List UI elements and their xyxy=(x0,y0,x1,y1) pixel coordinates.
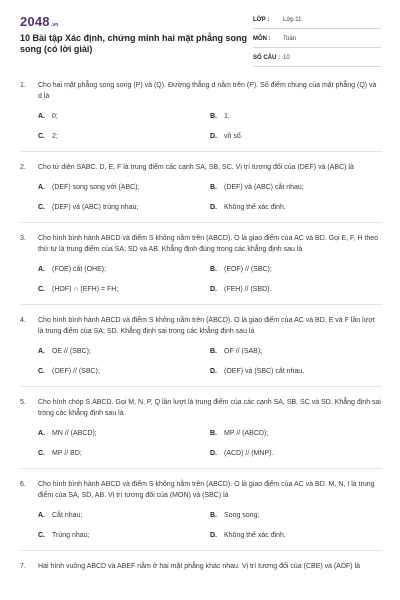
question-6 xyxy=(20,479,382,541)
option-c[interactable] xyxy=(38,202,210,213)
option-text: (OEF) // (SBC); xyxy=(52,368,100,375)
divider xyxy=(20,304,382,305)
divider xyxy=(20,222,382,223)
option-letter: C. xyxy=(38,133,45,140)
option-letter: C. xyxy=(38,204,45,211)
option-b[interactable] xyxy=(210,428,382,439)
option-letter: C. xyxy=(38,532,45,539)
option-c[interactable] xyxy=(38,131,210,142)
option-text: Cắt nhau; xyxy=(52,512,83,519)
option-d[interactable] xyxy=(210,131,382,142)
option-letter: D. xyxy=(210,450,217,457)
option-b[interactable] xyxy=(210,346,382,357)
option-d[interactable] xyxy=(210,284,382,295)
option-text: OF // (SAB); xyxy=(224,348,263,355)
question-2 xyxy=(20,162,382,213)
option-text: (DEF) và (ABC) cắt nhau; xyxy=(224,184,304,191)
question-text: Cho hai mặt phẳng song song (P) và (Q). Đường thẳng d nằm trên (P). Số điểm chung của mặt phẳng (Q) và d là xyxy=(38,82,377,100)
question-number: 6. xyxy=(20,481,26,488)
option-letter: B. xyxy=(210,512,217,519)
option-text: Song song; xyxy=(224,512,260,519)
question-text: Cho hình bình hành ABCD và điểm S không nằm trên (ABCD). O là giao điểm của AC và BD. M, N, I là trung điểm của SA, SD, AB. Vị trí tương đối của (MON) và (SBC) là xyxy=(38,481,375,499)
question-1 xyxy=(20,80,382,142)
option-text: 0; xyxy=(52,113,58,120)
question-number: 7. xyxy=(20,563,26,570)
option-d[interactable] xyxy=(210,202,382,213)
option-text: MP // BD; xyxy=(52,450,82,457)
question-number: 2. xyxy=(20,164,26,171)
option-letter: D. xyxy=(210,286,217,293)
question-number: 3. xyxy=(20,235,26,242)
question-text: Cho tứ diện SABC. D, E, F là trung điểm các cạnh SA, SB, SC. Vị trí tương đối của (DEF) và (ABC) là xyxy=(38,164,354,171)
meta-value: Lớp 11 xyxy=(283,17,302,23)
option-c[interactable] xyxy=(38,448,210,459)
option-b[interactable] xyxy=(210,264,382,275)
option-text: (OEF) và (SBC) cắt nhau. xyxy=(224,368,305,375)
option-text: Không thể xác định. xyxy=(224,532,286,539)
option-letter: D. xyxy=(210,204,217,211)
option-a[interactable] xyxy=(38,346,210,357)
logo-main: 2048 xyxy=(20,14,50,29)
question-text: Cho hình bình hành ABCD và điểm S không nằm trên (ABCD). O là giao điểm của AC và BD. Gọi E, F, H theo thứ tự là trung điểm của SA; SD và AB. Khẳng định đúng trong các khẳng định sau là xyxy=(38,235,379,253)
site-logo[interactable] xyxy=(20,14,59,29)
question-text: Hai hình vuông ABCD và ABEF nằm ở hai mặt phẳng khác nhau. Vị trí tương đối của (CBE) và (ADF) là xyxy=(38,563,361,570)
meta-value: Toán xyxy=(283,36,297,42)
option-letter: A. xyxy=(38,348,45,355)
question-number: 5. xyxy=(20,399,26,406)
option-a[interactable] xyxy=(38,264,210,275)
meta-row-subject xyxy=(253,34,381,48)
meta-table xyxy=(253,15,381,72)
option-letter: C. xyxy=(38,368,45,375)
option-text: (FEH) // (SBD). xyxy=(224,286,272,293)
question-number: 4. xyxy=(20,317,26,324)
option-text: (DEF) và (ABC) trùng nhau; xyxy=(52,204,139,211)
option-text: (DEF) song song với (ABC); xyxy=(52,184,140,191)
option-letter: B. xyxy=(210,266,217,273)
option-text: (EOF) // (SBC); xyxy=(224,266,272,273)
divider xyxy=(20,468,382,469)
document-title: 10 Bài tập Xác định, chứng minh hai mặt phẳng song song (có lời giải) xyxy=(20,33,248,54)
meta-row-count xyxy=(253,53,381,67)
meta-label: LỚP : xyxy=(253,17,270,23)
meta-label: MÔN : xyxy=(253,36,271,42)
option-d[interactable] xyxy=(210,448,382,459)
option-letter: A. xyxy=(38,266,45,273)
option-text: Không thể xác định. xyxy=(224,204,286,211)
option-text: OE // (SBC); xyxy=(52,348,91,355)
option-letter: B. xyxy=(210,430,217,437)
option-text: (HOF) ∩ (EFH) = FH; xyxy=(52,286,119,293)
option-c[interactable] xyxy=(38,284,210,295)
option-letter: B. xyxy=(210,113,217,120)
question-text: Cho hình bình hành ABCD và điểm S không nằm trên (ABCD). O là giao điểm của AC và BD. E và F lần lượt là trung điểm của SA; SD. Khẳng định sai trong các khẳng định sau là xyxy=(38,317,375,335)
logo-sub: .vn xyxy=(50,22,59,28)
option-a[interactable] xyxy=(38,510,210,521)
divider xyxy=(20,550,382,551)
question-list xyxy=(20,80,382,572)
option-c[interactable] xyxy=(38,530,210,541)
option-c[interactable] xyxy=(38,366,210,377)
option-letter: A. xyxy=(38,512,45,519)
option-text: MN // (ABCD); xyxy=(52,430,97,437)
option-letter: B. xyxy=(210,184,217,191)
question-4 xyxy=(20,315,382,377)
option-text: vô số. xyxy=(224,133,243,140)
option-text: Trùng nhau; xyxy=(52,532,90,539)
option-text: 2; xyxy=(52,133,58,140)
option-a[interactable] xyxy=(38,111,210,122)
option-b[interactable] xyxy=(210,111,382,122)
meta-value: 10 xyxy=(283,55,290,61)
divider xyxy=(20,386,382,387)
option-letter: C. xyxy=(38,450,45,457)
option-a[interactable] xyxy=(38,182,210,193)
option-letter: D. xyxy=(210,532,217,539)
option-letter: A. xyxy=(38,430,45,437)
option-text: 1; xyxy=(224,113,230,120)
meta-label: SỐ CÂU : xyxy=(253,55,280,61)
option-a[interactable] xyxy=(38,428,210,439)
option-letter: A. xyxy=(38,113,45,120)
option-letter: D. xyxy=(210,368,217,375)
option-d[interactable] xyxy=(210,366,382,377)
divider xyxy=(20,151,382,152)
question-3 xyxy=(20,233,382,295)
option-letter: D. xyxy=(210,133,217,140)
option-text: (FOE) cắt (OHE); xyxy=(52,266,107,273)
question-5 xyxy=(20,397,382,459)
option-text: MP // (ABCD); xyxy=(224,430,269,437)
meta-row-class xyxy=(253,15,381,29)
question-number: 1. xyxy=(20,82,26,89)
question-text: Cho hình chóp S.ABCD. Gọi M, N, P, Q lần lượt là trung điểm của các cạnh SA, SB, SC và SD. Khẳng định sai trong các khẳng định sau là xyxy=(38,399,381,417)
option-b[interactable] xyxy=(210,510,382,521)
option-letter: A. xyxy=(38,184,45,191)
option-letter: B. xyxy=(210,348,217,355)
option-letter: C. xyxy=(38,286,45,293)
question-7 xyxy=(20,561,382,572)
option-b[interactable] xyxy=(210,182,382,193)
option-d[interactable] xyxy=(210,530,382,541)
option-text: (ACD) // (MNP). xyxy=(224,450,274,457)
